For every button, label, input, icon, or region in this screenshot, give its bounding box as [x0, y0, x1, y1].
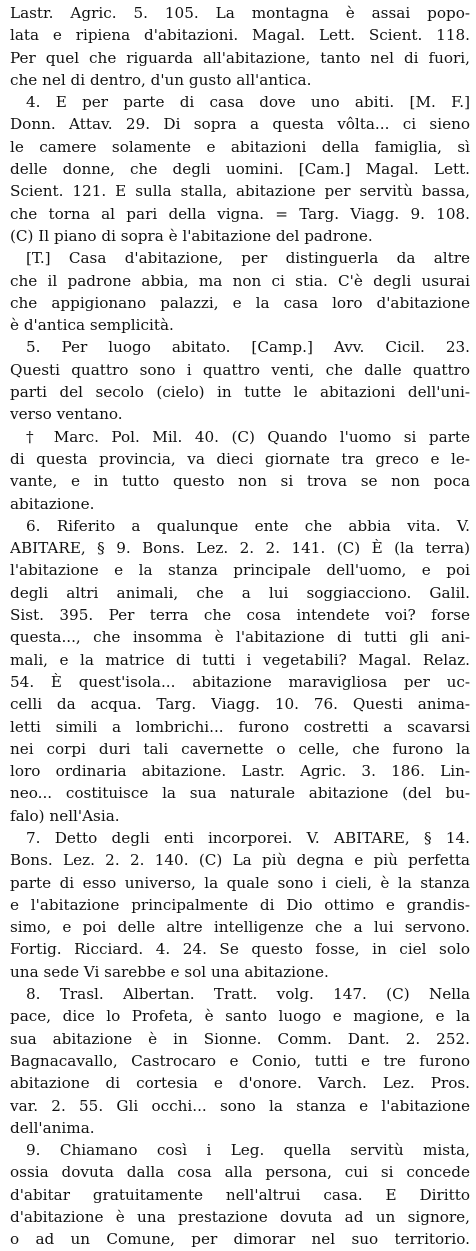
text-line: ABITARE, § 9. Bons. Lez. 2. 2. 141. (C) È (la terra) — [10, 539, 470, 558]
text-line: d'abitar gratuitamente nell'altrui casa. E Diritto — [10, 1185, 470, 1204]
text-line: che torna al pari della vigna. = Targ. Viagg. 9. 108. — [10, 204, 470, 223]
text-line: che nel di dentro, d'un gusto all'antica. — [10, 70, 312, 89]
text-line: sua abitazione è in Sionne. Comm. Dant. 2. 252. — [10, 1029, 470, 1048]
text-line: ossia dovuta dalla cosa alla persona, cui si concede — [10, 1163, 470, 1182]
text-line: è d'antica semplicità. — [10, 316, 174, 335]
text-line: pace, dice lo Profeta, è santo luogo e magione, e la — [10, 1007, 470, 1026]
text-line: neo... costituisce la sua naturale abitazione (del bu- — [10, 784, 470, 803]
text-line: [T.] Casa d'abitazione, per distinguerla da altre — [26, 249, 470, 268]
text-line: var. 2. 55. Gli occhi... sono la stanza e l'abitazione — [10, 1096, 470, 1115]
sense-heading: 8. Trasl. Albertan. Tratt. volg. 147. (C) Nella — [26, 985, 470, 1004]
text-line: vante, e in tutto questo non si trova se non poca — [10, 472, 470, 491]
text-line: celli da acqua. Targ. Viagg. 10. 76. Questi anima- — [10, 695, 470, 714]
text-line: che appigionano palazzi, e la casa loro d'abitazione — [10, 293, 470, 312]
text-line: lata e ripiena d'abitazioni. Magal. Lett. Scient. 118. — [10, 26, 470, 45]
text-line: d'abitazione è una prestazione dovuta ad un signore, — [10, 1208, 470, 1227]
text-line: Bons. Lez. 2. 2. 140. (C) La più degna e più perfetta — [10, 851, 470, 870]
text-line: Fortig. Ricciard. 4. 24. Se questo fosse, in ciel solo — [10, 940, 470, 959]
text-line: Bagnacavallo, Castrocaro e Conio, tutti e tre furono — [10, 1051, 470, 1070]
text-line: (C) Il piano di sopra è l'abitazione del padrone. — [10, 226, 373, 245]
text-line: e l'abitazione principalmente di Dio ottimo e grandis- — [10, 895, 470, 914]
text-line: Per quel che riguarda all'abitazione, tanto nel di fuori, — [10, 48, 470, 67]
text-line: Scient. 121. E sulla stalla, abitazione per servitù bassa, — [10, 182, 470, 201]
text-line: l'abitazione e la stanza principale dell'uomo, e poi — [10, 561, 470, 580]
text-line: Lastr. Agric. 5. 105. La montagna è assai popo- — [10, 4, 470, 22]
text-line: parti del secolo (cielo) in tutte le abitazioni dell'uni- — [10, 383, 470, 402]
text-line: o ad un Comune, per dimorar nel suo territorio. — [10, 1230, 470, 1249]
text-line: verso ventano. — [10, 405, 123, 424]
text-line: una sede Vi sarebbe e sol una abitazione. — [10, 962, 329, 981]
text-line: letti simili a lombrichi... furono costretti a scavarsi — [10, 717, 470, 736]
text-line: † Marc. Pol. Mil. 40. (C) Quando l'uomo si parte — [26, 427, 470, 446]
text-line: di questa provincia, va dieci giornate tra greco e le- — [10, 449, 470, 468]
text-line: mali, e la matrice di tutti i vegetabili? Magal. Relaz. — [10, 650, 470, 669]
sense-heading: 4. E per parte di casa dove uno abiti. [M. F.] — [26, 93, 470, 112]
sense-heading: 9. Chiamano così i Leg. quella servitù mista, — [26, 1141, 470, 1160]
text-line: degli altri animali, che a lui soggiacciono. Galil. — [10, 583, 470, 602]
text-line: parte di esso universo, la quale sono i cieli, è la stanza — [10, 873, 470, 892]
text-line: le camere solamente e abitazioni della famiglia, sì — [10, 137, 470, 156]
text-line: simo, e poi delle altre intelligenze che a lui servono. — [10, 918, 470, 937]
text-line: 54. È quest'isola... abitazione maravigliosa per uc- — [10, 672, 470, 691]
sense-heading: 5. Per luogo abitato. [Camp.] Avv. Cicil. 23. — [26, 338, 470, 357]
text-line: dell'anima. — [10, 1118, 95, 1137]
text-line: abitazione di cortesia e d'onore. Varch. Lez. Pros. — [10, 1074, 470, 1093]
sense-heading: 7. Detto degli enti incorporei. V. ABITARE, § 14. — [26, 828, 470, 847]
text-line: Donn. Attav. 29. Di sopra a questa vôlta... ci sieno — [10, 115, 470, 134]
text-line: delle donne, che degli uomini. [Cam.] Magal. Lett. — [10, 160, 470, 179]
text-line: nei corpi duri tali cavernette o celle, che furono la — [10, 739, 470, 758]
text-line: Sist. 395. Per terra che cosa intendete voi? forse — [10, 606, 470, 625]
text-line: falo) nell'Asia. — [10, 806, 120, 825]
sense-heading: 6. Riferito a qualunque ente che abbia vita. V. — [26, 516, 470, 535]
text-line: che il padrone abbia, ma non ci stia. C'è degli usurai — [10, 271, 470, 290]
text-line: abitazione. — [10, 494, 95, 513]
text-line: Questi quattro sono i quattro venti, che dalle quattro — [10, 360, 470, 379]
text-line: questa..., che insomma è l'abitazione di tutti gli ani- — [10, 628, 470, 647]
text-line: loro ordinaria abitazione. Lastr. Agric. 3. 186. Lin- — [10, 762, 470, 781]
